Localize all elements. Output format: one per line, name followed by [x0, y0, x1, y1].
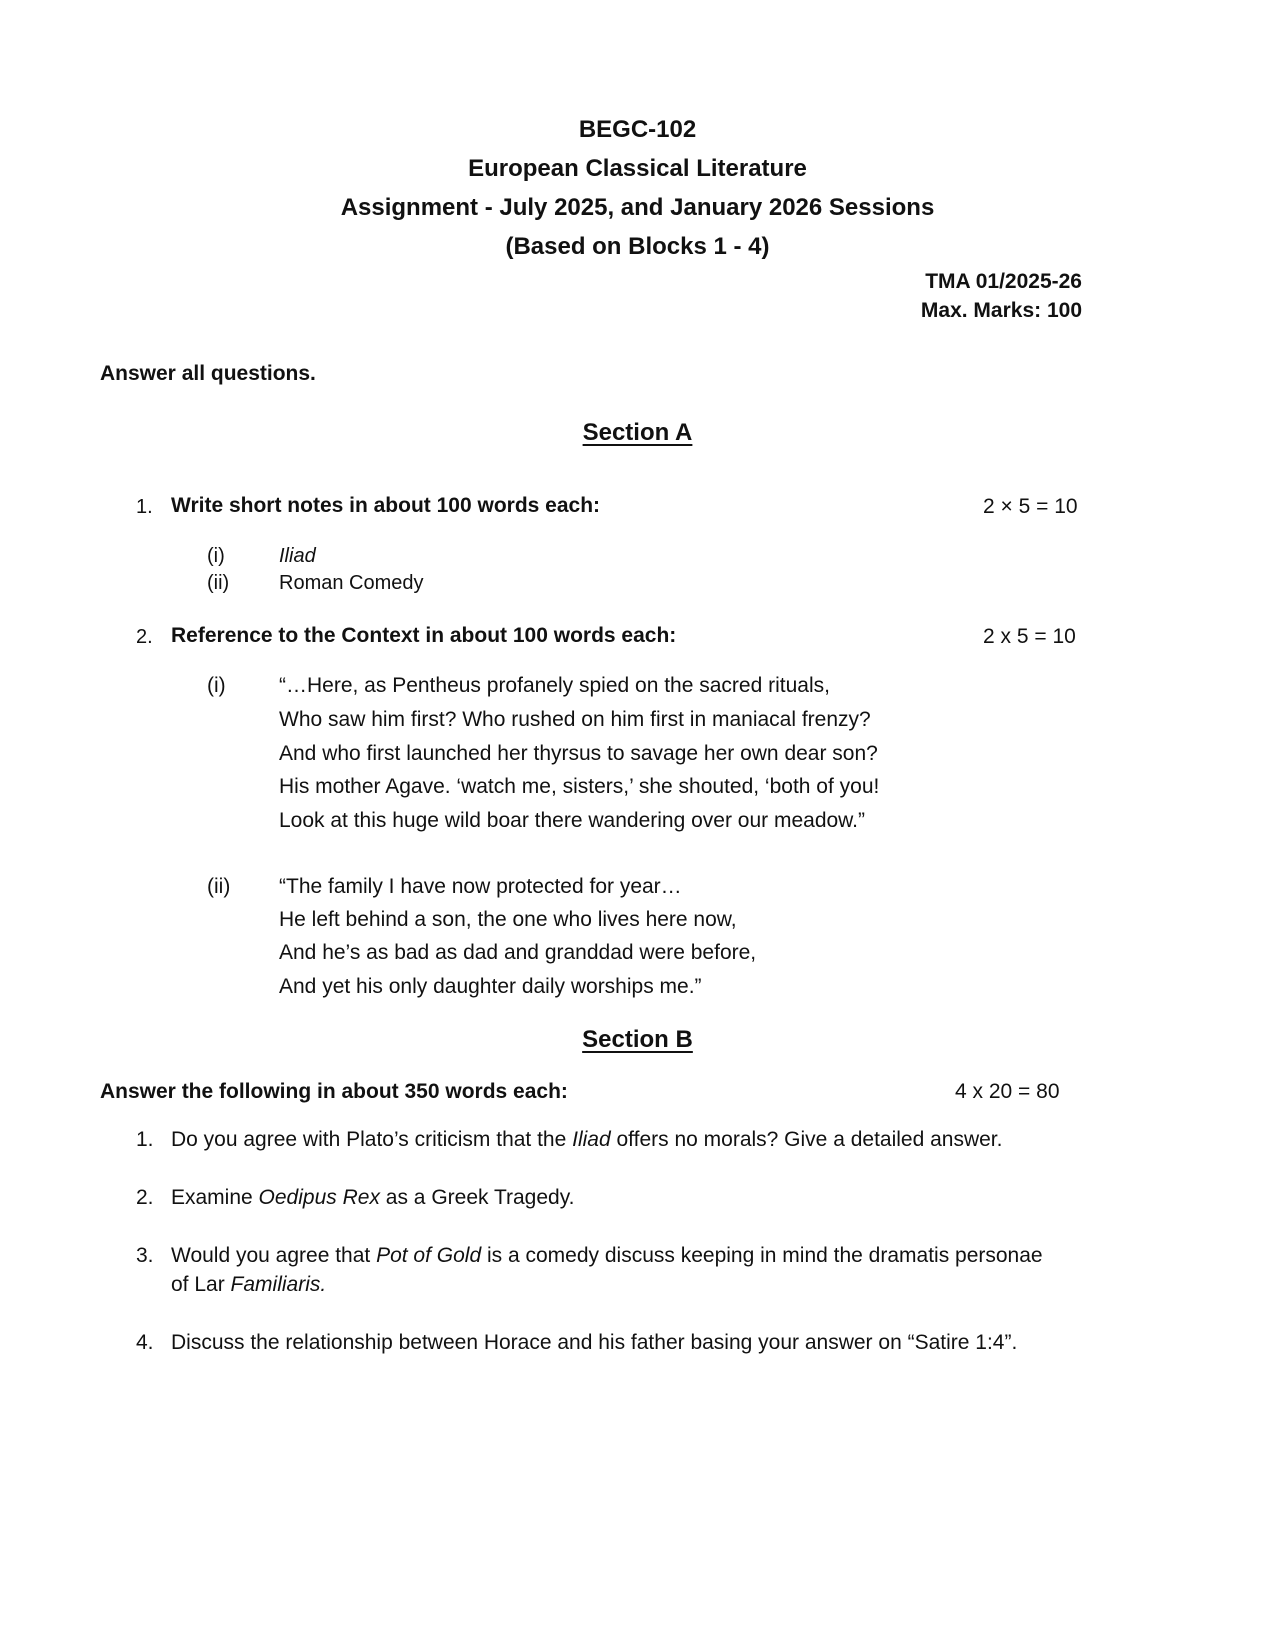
b-q4-number: 4. [136, 1331, 154, 1354]
passage-1-label: (i) [207, 674, 226, 697]
q1-item-label: (i) [207, 545, 225, 567]
course-code: BEGC-102 [578, 116, 697, 143]
instruction: Answer all questions. [100, 362, 316, 385]
q1-item-text: Roman Comedy [279, 572, 424, 594]
passage-1-line: And who first launched her thyrsus to savage her own dear son? [279, 742, 878, 765]
passage-1-line: “…Here, as Pentheus profanely spied on the sacred rituals, [279, 674, 830, 697]
max-marks: Max. Marks: 100 [920, 299, 1082, 322]
b-q3-text [171, 1244, 1043, 1268]
b-q1-number: 1. [136, 1128, 154, 1151]
passage-2-label: (ii) [207, 875, 231, 898]
q1-marks: 2 × 5 = 10 [983, 495, 1078, 518]
passage-1-line: Look at this huge wild boar there wandering over our meadow.” [279, 809, 866, 832]
b-q1-title: Iliad [572, 1128, 611, 1151]
b-q1-text [171, 1128, 1002, 1152]
passage-1-line: Who saw him first? Who rushed on him first in maniacal frenzy? [279, 708, 871, 731]
course-title: European Classical Literature [468, 155, 807, 182]
q1-number: 1. [136, 496, 153, 518]
passage-2-line: He left behind a son, the one who lives here now, [279, 908, 737, 931]
blocks-note: (Based on Blocks 1 - 4) [505, 233, 770, 260]
b-q4-text: Discuss the relationship between Horace and his father basing your answer on “Satire 1:4”. [171, 1331, 1018, 1354]
b-q2-part: Examine [171, 1186, 259, 1209]
q1-item-text: Iliad [279, 545, 316, 567]
b-q2-part: as a Greek Tragedy. [379, 1186, 575, 1209]
tma-number: TMA 01/2025-26 [925, 270, 1082, 293]
section-b-marks: 4 x 20 = 80 [955, 1080, 1060, 1103]
q2-number: 2. [136, 626, 153, 648]
b-q3-title: Pot of Gold [376, 1244, 482, 1267]
b-q3-part: of Lar [171, 1273, 231, 1296]
passage-1-line: His mother Agave. ‘watch me, sisters,’ she shouted, ‘both of you! [279, 775, 880, 798]
b-q3-part: is a comedy discuss keeping in mind the dramatis personae [481, 1244, 1043, 1267]
passage-2-line: And he’s as bad as dad and granddad were before, [279, 941, 757, 964]
section-b-intro: Answer the following in about 350 words each: [100, 1080, 568, 1103]
q2-text: Reference to the Context in about 100 words each: [171, 624, 677, 647]
passage-2-line: And yet his only daughter daily worships me.” [279, 975, 702, 998]
assignment-title: Assignment - July 2025, and January 2026 Sessions [340, 194, 935, 221]
b-q2-title: Oedipus Rex [258, 1186, 380, 1209]
b-q3-number: 3. [136, 1244, 154, 1267]
q2-marks: 2 x 5 = 10 [983, 625, 1076, 648]
b-q3-text-line2 [171, 1273, 326, 1297]
section-b-title: Section B [582, 1026, 693, 1053]
b-q2-text [171, 1186, 575, 1210]
b-q2-number: 2. [136, 1186, 154, 1209]
b-q1-part: offers no morals? Give a detailed answer. [610, 1128, 1003, 1151]
q1-item-label: (ii) [207, 572, 230, 594]
section-a-title: Section A [582, 419, 693, 446]
b-q3-term: Familiaris. [230, 1273, 327, 1296]
q1-text: Write short notes in about 100 words each: [171, 494, 601, 517]
b-q3-part: Would you agree that [171, 1244, 377, 1267]
b-q1-part: Do you agree with Plato’s criticism that the [171, 1128, 573, 1151]
passage-2-line: “The family I have now protected for year… [279, 875, 682, 898]
